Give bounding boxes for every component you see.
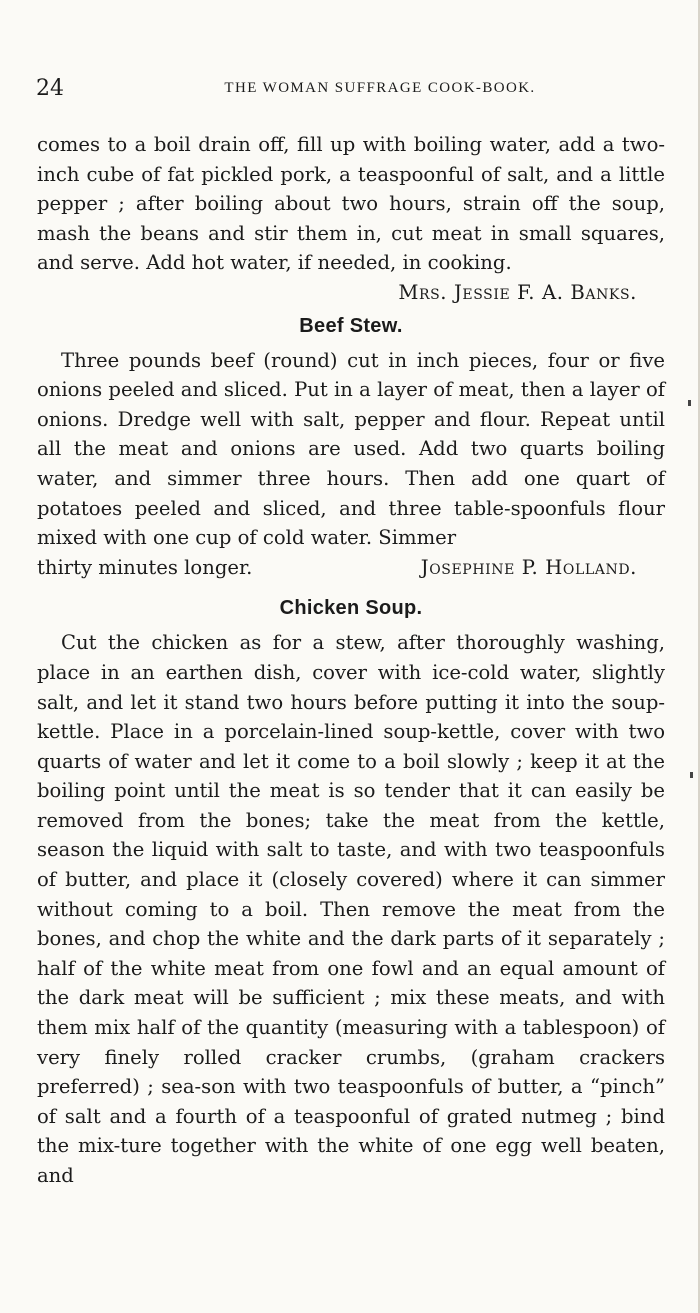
chicken-soup-title: Chicken Soup. <box>279 597 423 620</box>
page-header <box>36 76 664 106</box>
beef-stew-body: Three pounds beef (round) cut in inch pieces, four or five onions peeled and sliced. Put in a layer of meat, then a layer of onions. Dredge well with salt, pepper and flour. Repeat until all the meat and onions are used. Add two quarts boiling water, and simmer three hours. Then add one quart of potatoes peeled and sliced, and three table-spoonfuls flour mixed with one cup of cold water. Simmer <box>37 348 665 550</box>
recipe-continuation-signature: Mrs. Jessie F. A. Banks. <box>398 280 637 304</box>
chicken-soup-body: Cut the chicken as for a stew, after thoroughly washing, place in an earthen dish, cover with ice-cold water, slightly salt, and let it stand two hours before putting it into the soup-kettle. Place in a porcelain-lined soup-kettle, cover with two quarts of water and let it come to a boil slowly ; keep it at the boiling point until the meat is so tender that it can easily be removed from the bones; take the meat from the kettle, season the liquid with salt to taste, and with two teaspoonfuls of butter, and place it (closely covered) where it can simmer without coming to a boil. Then remove the meat from the bones, and chop the white and the dark parts of it separately ; half of the white meat from one fowl and an equal amount of the dark meat will be sufficient ; mix these meats, and with them mix half of the quantity (measuring with a tablespoon) of very finely rolled cracker crumbs, (graham crackers preferred) ; sea-son with two teaspoonfuls of butter, a “pinch” of salt and a fourth of a teaspoonful of grated nutmeg ; bind the mix-ture together with the white of one egg well beaten, and <box>37 631 665 1187</box>
beef-stew-title: Beef Stew. <box>299 314 403 337</box>
beef-stew-signature: Josephine P. Holland. <box>420 555 637 579</box>
beef-stew-last-line <box>37 553 665 583</box>
recipe-continuation-text: comes to a boil drain off, fill up with boiling water, add a two-inch cube of fat pickled pork, a teaspoonful of salt, and a little pepper ; after boiling about two hours, strain off the soup, mash the beans and stir them in, cut meat in small squares, and serve. Add hot water, if needed, in cooking. <box>37 133 665 275</box>
margin-speck <box>690 772 693 778</box>
margin-speck <box>688 400 691 406</box>
beef-stew-last-line-text: thirty minutes longer. <box>37 555 253 579</box>
page-number: 24 <box>36 76 64 101</box>
page-content <box>37 130 665 1191</box>
running-title: THE WOMAN SUFFRAGE COOK-BOOK. <box>224 80 536 96</box>
